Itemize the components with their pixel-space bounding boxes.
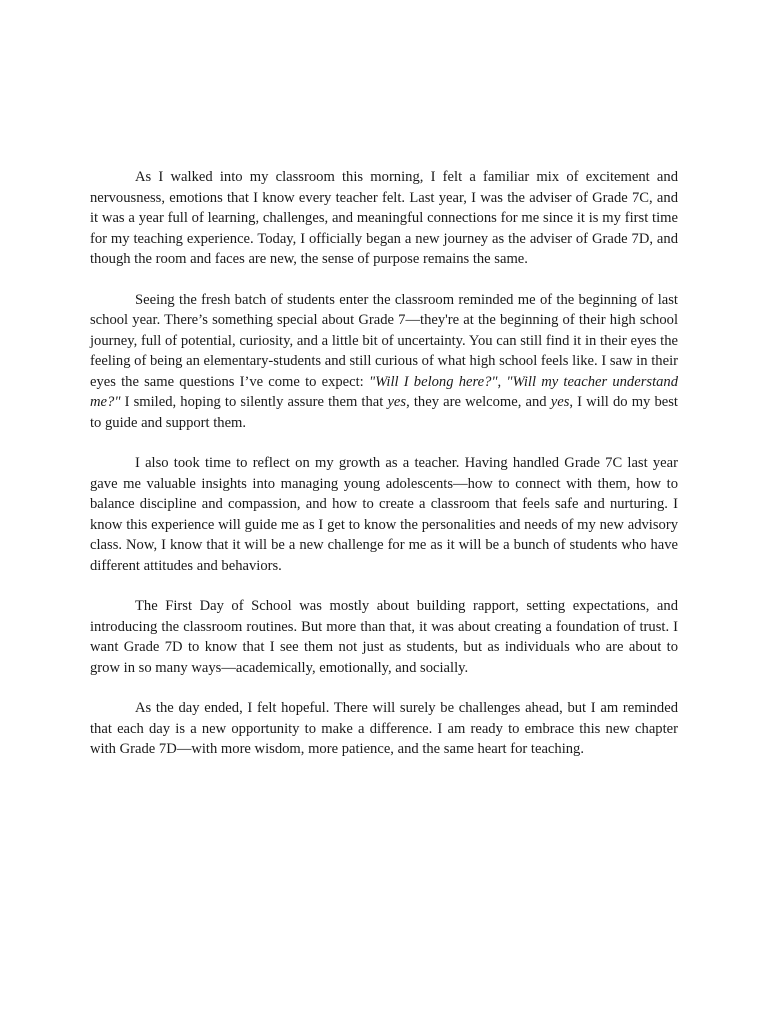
emphasis-yes-1: yes [387,394,407,410]
paragraph-5: As the day ended, I felt hopeful. There will surely be challenges ahead, but I am reminded that each day is a new opportunity to make a difference. I am ready to embrace this new chapter with Grade 7D—with more wisdom, more patience, and the same heart for teaching. [90,700,678,757]
paragraph-2-text-b: I smiled, hoping to silently assure them that [120,394,388,410]
paragraph-2 [90,290,678,434]
quote-separator: , [497,373,507,390]
paragraph-1: As I walked into my classroom this morning, I felt a familiar mix of excitement and nervousness, emotions that I know every teacher felt. Last year, I was the adviser of Grade 7C, and it was a year full of learning, challenges, and meaningful connections for me since it is my first time for my teaching experience. Today, I officially began a new journey as the adviser of Grade 7D, and though the room and faces are new, the sense of purpose remains the same. [90,169,678,267]
emphasis-yes-2: yes [550,394,570,410]
paragraph-2-text-a: Seeing the fresh batch of students enter the classroom reminded me of the beginning of last school year. There’s something special about Grade 7—they're at the beginning of their high school journey, full of potential, curiosity, and a little bit of uncertainty. You can still find it in their eyes the feeling of being an elementary-students and still curious of what high school feels like. I saw in their eyes the same questions I’ve come to expect: [90,291,678,390]
quote-understand: "Will my teacher understand me?" [90,373,679,410]
paragraph-3: I also took time to reflect on my growth as a teacher. Having handled Grade 7C last year gave me valuable insights into managing young adolescents—how to connect with them, how to balance discipline and compassion, and how to create a classroom that feels safe and nurturing. I know this experience will guide me as I get to know the personalities and needs of my new advisory class. Now, I know that it will be a new challenge for me as it will be a bunch of students who have different attitudes and behaviors. [90,455,678,574]
paragraph-4: The First Day of School was mostly about building rapport, setting expectations, and introducing the classroom routines. But more than that, it was about creating a foundation of trust. I want Grade 7D to know that I see them not just as students, but as individuals who are about to grow in so many ways—academically, emotionally, and socially. [90,598,678,676]
quote-belong: "Will I belong here?" [368,373,498,390]
paragraph-2-text-c: , they are welcome, and [406,394,551,410]
document-body[interactable] [90,167,678,760]
paragraph-2-text-d: , I will do my best to guide and support them. [90,394,678,431]
